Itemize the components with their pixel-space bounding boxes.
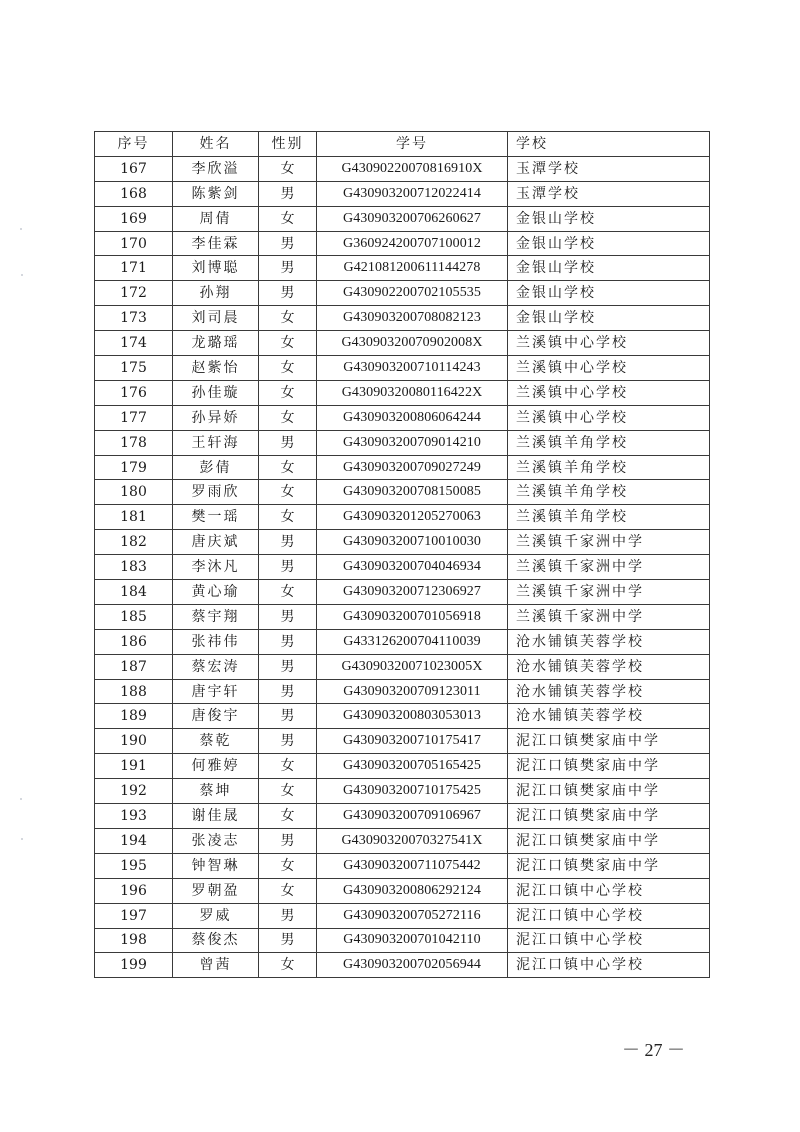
page-number: － 27 －: [622, 1040, 685, 1060]
table-row: [95, 231, 710, 256]
cell-no: 196: [95, 878, 173, 903]
cell-school: 沧水铺镇芙蓉学校: [508, 654, 710, 679]
cell-student-id: G430903201205270063: [317, 505, 508, 530]
cell-sex: 女: [259, 853, 317, 878]
cell-sex: 女: [259, 480, 317, 505]
cell-no: 170: [95, 231, 173, 256]
cell-school: 兰溪镇中心学校: [508, 405, 710, 430]
cell-school: 泥江口镇樊家庙中学: [508, 779, 710, 804]
cell-sex: 男: [259, 654, 317, 679]
cell-name: 蔡乾: [173, 729, 259, 754]
cell-sex: 女: [259, 754, 317, 779]
table-row: [95, 828, 710, 853]
cell-no: 173: [95, 306, 173, 331]
cell-student-id: G43090320071023005X: [317, 654, 508, 679]
cell-sex: 男: [259, 256, 317, 281]
cell-name: 唐俊宇: [173, 704, 259, 729]
cell-sex: 女: [259, 878, 317, 903]
cell-name: 龙璐瑶: [173, 331, 259, 356]
cell-school: 兰溪镇羊角学校: [508, 430, 710, 455]
table-row: [95, 380, 710, 405]
table-row: [95, 405, 710, 430]
table-row: [95, 356, 710, 381]
cell-name: 张祎伟: [173, 629, 259, 654]
cell-sex: 男: [259, 530, 317, 555]
cell-sex: 女: [259, 206, 317, 231]
cell-no: 194: [95, 828, 173, 853]
cell-no: 192: [95, 779, 173, 804]
cell-student-id: G43090320080116422X: [317, 380, 508, 405]
table-row: [95, 878, 710, 903]
cell-name: 李沐凡: [173, 555, 259, 580]
cell-school: 沧水铺镇芙蓉学校: [508, 679, 710, 704]
cell-name: 孙佳璇: [173, 380, 259, 405]
cell-sex: 女: [259, 953, 317, 978]
cell-name: 周倩: [173, 206, 259, 231]
cell-school: 兰溪镇中心学校: [508, 380, 710, 405]
table-row: [95, 629, 710, 654]
header-sex: 性别: [259, 132, 317, 157]
cell-name: 樊一瑶: [173, 505, 259, 530]
cell-no: 190: [95, 729, 173, 754]
table-row: [95, 480, 710, 505]
table-row: [95, 555, 710, 580]
table-row: [95, 181, 710, 206]
cell-no: 171: [95, 256, 173, 281]
table-row: [95, 256, 710, 281]
table-row: [95, 281, 710, 306]
cell-no: 193: [95, 804, 173, 829]
cell-school: 金银山学校: [508, 231, 710, 256]
cell-name: 唐宇轩: [173, 679, 259, 704]
cell-no: 174: [95, 331, 173, 356]
cell-school: 泥江口镇樊家庙中学: [508, 729, 710, 754]
cell-school: 泥江口镇中心学校: [508, 878, 710, 903]
cell-sex: 女: [259, 455, 317, 480]
cell-school: 泥江口镇中心学校: [508, 953, 710, 978]
cell-sex: 女: [259, 505, 317, 530]
cell-name: 陈紫剑: [173, 181, 259, 206]
cell-student-id: G430903200709014210: [317, 430, 508, 455]
table-row: [95, 331, 710, 356]
scan-speck: [21, 274, 23, 276]
cell-no: 181: [95, 505, 173, 530]
cell-no: 168: [95, 181, 173, 206]
cell-sex: 女: [259, 356, 317, 381]
table-row: [95, 928, 710, 953]
header-student-id: 学号: [317, 132, 508, 157]
cell-student-id: G430903200706260627: [317, 206, 508, 231]
cell-no: 179: [95, 455, 173, 480]
cell-school: 兰溪镇羊角学校: [508, 455, 710, 480]
cell-sex: 男: [259, 679, 317, 704]
cell-student-id: G430903200712022414: [317, 181, 508, 206]
cell-sex: 男: [259, 430, 317, 455]
cell-school: 金银山学校: [508, 206, 710, 231]
table-row: [95, 704, 710, 729]
student-roster-table: [94, 131, 710, 978]
cell-sex: 女: [259, 306, 317, 331]
cell-name: 罗威: [173, 903, 259, 928]
cell-student-id: G430903200803053013: [317, 704, 508, 729]
cell-no: 195: [95, 853, 173, 878]
table-row: [95, 604, 710, 629]
cell-student-id: G360924200707100012: [317, 231, 508, 256]
cell-school: 泥江口镇樊家庙中学: [508, 853, 710, 878]
table-row: [95, 903, 710, 928]
cell-sex: 女: [259, 580, 317, 605]
cell-student-id: G430903200711075442: [317, 853, 508, 878]
cell-student-id: G430903200702056944: [317, 953, 508, 978]
table-row: [95, 455, 710, 480]
cell-name: 黄心瑜: [173, 580, 259, 605]
cell-student-id: G430903200806292124: [317, 878, 508, 903]
cell-no: 169: [95, 206, 173, 231]
cell-name: 何雅婷: [173, 754, 259, 779]
cell-name: 钟智琳: [173, 853, 259, 878]
cell-sex: 男: [259, 729, 317, 754]
cell-student-id: G430903200705272116: [317, 903, 508, 928]
cell-name: 罗雨欣: [173, 480, 259, 505]
cell-student-id: G430903200705165425: [317, 754, 508, 779]
cell-name: 孙翔: [173, 281, 259, 306]
cell-no: 183: [95, 555, 173, 580]
cell-sex: 男: [259, 928, 317, 953]
cell-school: 金银山学校: [508, 256, 710, 281]
cell-school: 沧水铺镇芙蓉学校: [508, 629, 710, 654]
table-row: [95, 306, 710, 331]
cell-student-id: G430903200710114243: [317, 356, 508, 381]
header-no: 序号: [95, 132, 173, 157]
table-row: [95, 953, 710, 978]
cell-name: 曾茜: [173, 953, 259, 978]
cell-school: 泥江口镇樊家庙中学: [508, 828, 710, 853]
cell-school: 沧水铺镇芙蓉学校: [508, 704, 710, 729]
cell-no: 177: [95, 405, 173, 430]
table-row: [95, 156, 710, 181]
cell-sex: 男: [259, 828, 317, 853]
cell-school: 金银山学校: [508, 306, 710, 331]
cell-student-id: G430903200709123011: [317, 679, 508, 704]
cell-sex: 男: [259, 604, 317, 629]
table-row: [95, 206, 710, 231]
cell-no: 198: [95, 928, 173, 953]
cell-no: 186: [95, 629, 173, 654]
cell-school: 泥江口镇樊家庙中学: [508, 804, 710, 829]
table-header-row: [95, 132, 710, 157]
cell-student-id: G430903200806064244: [317, 405, 508, 430]
table-row: [95, 804, 710, 829]
cell-student-id: G433126200704110039: [317, 629, 508, 654]
table-row: [95, 679, 710, 704]
cell-no: 178: [95, 430, 173, 455]
cell-name: 李佳霖: [173, 231, 259, 256]
table-row: [95, 530, 710, 555]
cell-school: 玉潭学校: [508, 181, 710, 206]
cell-no: 184: [95, 580, 173, 605]
header-school: 学校: [508, 132, 710, 157]
cell-no: 180: [95, 480, 173, 505]
cell-name: 蔡坤: [173, 779, 259, 804]
cell-student-id: G43090220070816910X: [317, 156, 508, 181]
cell-name: 张凌志: [173, 828, 259, 853]
cell-sex: 女: [259, 156, 317, 181]
cell-sex: 女: [259, 405, 317, 430]
cell-school: 兰溪镇千家洲中学: [508, 555, 710, 580]
cell-school: 兰溪镇千家洲中学: [508, 580, 710, 605]
cell-school: 兰溪镇中心学校: [508, 331, 710, 356]
cell-name: 罗朝盈: [173, 878, 259, 903]
cell-student-id: G430903200710175417: [317, 729, 508, 754]
cell-no: 167: [95, 156, 173, 181]
cell-student-id: G430903200701042110: [317, 928, 508, 953]
table-row: [95, 430, 710, 455]
cell-no: 191: [95, 754, 173, 779]
header-name: 姓名: [173, 132, 259, 157]
table-body: [95, 156, 710, 977]
cell-sex: 男: [259, 281, 317, 306]
cell-name: 孙异娇: [173, 405, 259, 430]
cell-school: 泥江口镇中心学校: [508, 928, 710, 953]
table-row: [95, 580, 710, 605]
cell-sex: 男: [259, 903, 317, 928]
cell-no: 175: [95, 356, 173, 381]
cell-student-id: G430902200702105535: [317, 281, 508, 306]
cell-school: 泥江口镇樊家庙中学: [508, 754, 710, 779]
cell-no: 172: [95, 281, 173, 306]
cell-sex: 女: [259, 380, 317, 405]
table-row: [95, 729, 710, 754]
cell-name: 谢佳晟: [173, 804, 259, 829]
cell-no: 185: [95, 604, 173, 629]
cell-student-id: G430903200708150085: [317, 480, 508, 505]
cell-sex: 男: [259, 231, 317, 256]
cell-school: 兰溪镇羊角学校: [508, 505, 710, 530]
cell-name: 刘博聪: [173, 256, 259, 281]
cell-no: 176: [95, 380, 173, 405]
cell-sex: 女: [259, 779, 317, 804]
cell-student-id: G43090320070327541X: [317, 828, 508, 853]
cell-sex: 女: [259, 804, 317, 829]
cell-student-id: G430903200704046934: [317, 555, 508, 580]
cell-sex: 男: [259, 704, 317, 729]
cell-no: 182: [95, 530, 173, 555]
cell-no: 189: [95, 704, 173, 729]
table-row: [95, 779, 710, 804]
cell-school: 金银山学校: [508, 281, 710, 306]
cell-name: 刘司晨: [173, 306, 259, 331]
cell-name: 赵紫怡: [173, 356, 259, 381]
scan-speck: [21, 838, 23, 840]
cell-name: 蔡俊杰: [173, 928, 259, 953]
cell-name: 王轩海: [173, 430, 259, 455]
cell-sex: 男: [259, 555, 317, 580]
cell-name: 蔡宇翔: [173, 604, 259, 629]
cell-student-id: G430903200712306927: [317, 580, 508, 605]
cell-sex: 女: [259, 331, 317, 356]
cell-name: 彭倩: [173, 455, 259, 480]
cell-no: 188: [95, 679, 173, 704]
cell-student-id: G430903200710010030: [317, 530, 508, 555]
cell-sex: 男: [259, 181, 317, 206]
cell-school: 玉潭学校: [508, 156, 710, 181]
cell-student-id: G43090320070902008X: [317, 331, 508, 356]
cell-no: 187: [95, 654, 173, 679]
cell-no: 197: [95, 903, 173, 928]
cell-name: 唐庆斌: [173, 530, 259, 555]
cell-name: 蔡宏涛: [173, 654, 259, 679]
table-row: [95, 654, 710, 679]
cell-student-id: G430903200710175425: [317, 779, 508, 804]
cell-school: 兰溪镇千家洲中学: [508, 530, 710, 555]
cell-name: 李欣溢: [173, 156, 259, 181]
cell-student-id: G430903200709106967: [317, 804, 508, 829]
cell-school: 兰溪镇羊角学校: [508, 480, 710, 505]
scan-speck: [20, 228, 22, 230]
table-row: [95, 853, 710, 878]
cell-school: 兰溪镇中心学校: [508, 356, 710, 381]
cell-student-id: G421081200611144278: [317, 256, 508, 281]
table-row: [95, 754, 710, 779]
cell-student-id: G430903200709027249: [317, 455, 508, 480]
cell-student-id: G430903200701056918: [317, 604, 508, 629]
cell-school: 兰溪镇千家洲中学: [508, 604, 710, 629]
cell-student-id: G430903200708082123: [317, 306, 508, 331]
scan-speck: [20, 798, 22, 800]
cell-school: 泥江口镇中心学校: [508, 903, 710, 928]
cell-no: 199: [95, 953, 173, 978]
table-row: [95, 505, 710, 530]
cell-sex: 男: [259, 629, 317, 654]
